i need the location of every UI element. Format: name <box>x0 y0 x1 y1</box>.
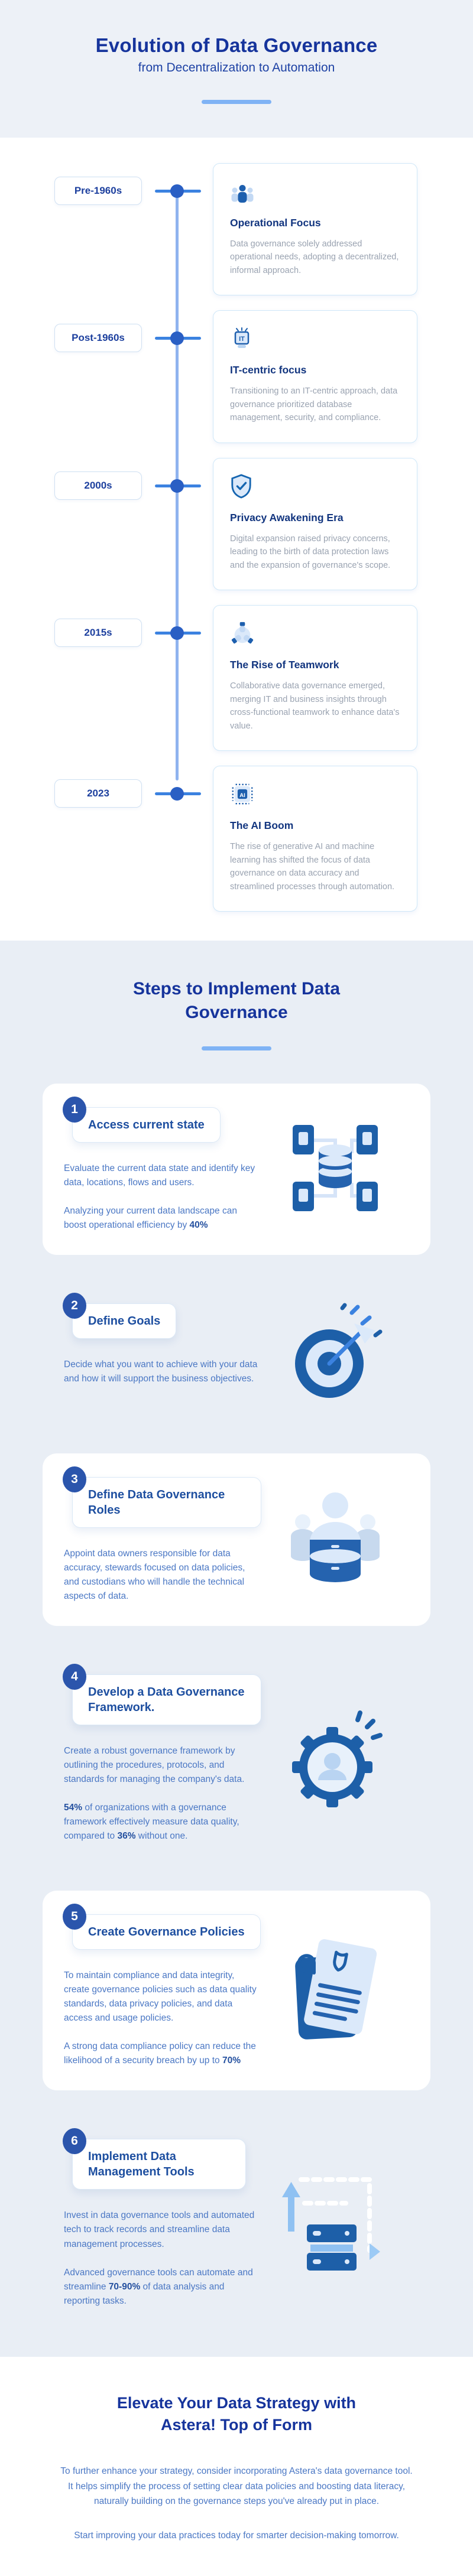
timeline-dot <box>170 331 184 345</box>
step-description <box>64 1162 261 1232</box>
step-stat: 54% <box>64 1803 83 1813</box>
timeline-card-description: Data governance solely addressed operational needs, adopting a decentralized, informal approach. <box>230 239 399 275</box>
timeline-period-label: 2023 <box>54 779 142 808</box>
step-text: Advanced governance tools can automate and streamline <box>64 2267 253 2292</box>
timeline-item <box>0 163 473 295</box>
it-board-icon <box>230 326 400 351</box>
footer-title <box>53 2392 420 2437</box>
step-stat: 70% <box>222 2055 241 2066</box>
step-number-badge: 4 <box>63 1664 86 1690</box>
step-paragraph <box>64 1204 261 1232</box>
svg-text:AI: AI <box>239 792 245 799</box>
step-text: of organizations with a governance framework effectively measure data quality, compared to <box>64 1803 239 1842</box>
gear-user-icon <box>261 1671 409 1843</box>
step-description <box>64 1744 261 1843</box>
timeline-card <box>213 605 417 751</box>
step-3 <box>43 1453 430 1626</box>
timeline-card-title: Privacy Awakening Era <box>230 511 344 523</box>
step-2 <box>43 1280 430 1429</box>
steps-section-title <box>0 977 473 1024</box>
policy-document-icon <box>261 1911 409 2068</box>
footer-paragraph: To further enhance your strategy, consider incorporating Astera's data governance tool. It helps simplify the process of setting clear data policies and boosting data literacy, naturally building on the governance steps you've already put in place. <box>60 2466 413 2507</box>
step-paragraph: Create a robust governance framework by outlining the procedures, protocols, and standards for managing the company's data. <box>64 1746 245 1785</box>
timeline-card-description: Collaborative data governance emerged, merging IT and business insights through cross-functional teamwork to enhance data's value. <box>230 681 400 731</box>
step-label: Create Governance Policies <box>72 1914 261 1950</box>
timeline-item <box>0 310 473 443</box>
step-label: Implement Data Management Tools <box>72 2139 246 2190</box>
step-paragraph: To maintain compliance and data integrity, create governance policies such as data quality standards, data privacy policies, and data access and usage policies. <box>64 1970 257 2024</box>
step-stat: 36% <box>117 1831 136 1842</box>
timeline-dot <box>170 787 184 801</box>
footer-title-line1: Elevate Your Data Strategy with <box>116 2393 357 2412</box>
timeline-period-label: 2000s <box>54 471 142 500</box>
timeline-dot <box>170 479 184 493</box>
step-paragraph: Invest in data governance tools and automated tech to track records and streamline data management processes. <box>64 2210 255 2249</box>
timeline-card <box>213 310 417 443</box>
data-stewards-icon <box>261 1474 409 1604</box>
step-paragraph <box>64 2266 261 2308</box>
timeline-card-description: Digital expansion raised privacy concerns, leading to the birth of data protection laws and the expansion of governance's scope. <box>230 534 391 570</box>
timeline-card-description: The rise of generative AI and machine learning has shifted the focus of data governance on data accuracy and streamlined processes through automation. <box>230 842 395 892</box>
timeline-period-label: Pre-1960s <box>54 177 142 205</box>
data-tools-icon <box>261 2135 409 2308</box>
timeline-card <box>213 163 417 295</box>
database-network-icon <box>261 1104 409 1232</box>
step-paragraph <box>64 2040 261 2068</box>
page-title: Evolution of Data Governance <box>95 34 378 56</box>
step-4 <box>43 1651 430 1866</box>
timeline-card <box>213 766 417 912</box>
step-paragraph <box>64 1801 261 1843</box>
timeline-card-title: The AI Boom <box>230 819 294 832</box>
timeline-item <box>0 766 473 912</box>
step-description <box>64 1969 261 2068</box>
step-description <box>64 2209 261 2308</box>
step-5 <box>43 1891 430 2090</box>
footer-title-line2: Astera! Top of Form <box>161 2416 312 2434</box>
step-paragraph: Appoint data owners responsible for data accuracy, stewards focused on data policies, and custodians who will handle the technical aspects of data. <box>64 1549 245 1602</box>
timeline-card-title: Operational Focus <box>230 217 321 229</box>
step-label: Develop a Data Governance Framework. <box>72 1674 261 1725</box>
step-description <box>64 1547 261 1604</box>
teamwork-hands-icon <box>230 621 400 646</box>
step-text: A strong data compliance policy can reduce the likelihood of a security breach by up to <box>64 2041 256 2066</box>
steps-title-line2: Governance <box>185 1002 288 1022</box>
step-label: Access current state <box>72 1107 221 1143</box>
timeline-dot <box>170 626 184 640</box>
step-text: without one. <box>135 1831 188 1842</box>
footer-body <box>59 2464 414 2543</box>
accent-bar <box>202 1046 271 1050</box>
header-section <box>0 0 473 138</box>
timeline-item <box>0 458 473 590</box>
step-number-badge: 2 <box>63 1293 86 1319</box>
step-text: Analyzing your current data landscape can boost operational efficiency by <box>64 1206 237 1231</box>
step-1 <box>43 1084 430 1255</box>
timeline-period-label: 2015s <box>54 619 142 647</box>
timeline-card-title: IT-centric focus <box>230 364 307 376</box>
timeline-section <box>0 138 473 941</box>
target-dart-icon <box>261 1300 409 1406</box>
timeline-card <box>213 458 417 590</box>
steps-title-line1: Steps to Implement Data <box>132 978 341 998</box>
timeline-period-label: Post-1960s <box>54 324 142 352</box>
step-6 <box>43 2115 430 2330</box>
step-number-badge: 1 <box>63 1097 86 1123</box>
step-paragraph: Evaluate the current data state and identify key data, locations, flows and users. <box>64 1163 255 1188</box>
people-group-icon <box>230 179 400 204</box>
steps-section <box>0 941 473 2357</box>
svg-text:IT: IT <box>239 336 245 343</box>
timeline-card-title: The Rise of Teamwork <box>230 659 339 671</box>
step-number-badge: 5 <box>63 1904 86 1930</box>
timeline-item <box>0 605 473 751</box>
step-label: Define Goals <box>72 1303 176 1339</box>
step-text: of data analysis and reporting tasks. <box>64 2281 225 2306</box>
timeline-dot <box>170 184 184 198</box>
footer-paragraph: Start improving your data practices today for smarter decision-making tomorrow. <box>74 2530 399 2541</box>
shield-check-icon <box>230 474 400 499</box>
accent-bar <box>202 100 271 104</box>
step-description <box>64 1358 261 1386</box>
step-number-badge: 6 <box>63 2128 86 2154</box>
page-subtitle: from Decentralization to Automation <box>138 61 335 74</box>
step-number-badge: 3 <box>63 1466 86 1492</box>
ai-chip-icon <box>230 782 400 806</box>
footer-section <box>0 2357 473 2576</box>
step-stat: 70-90% <box>108 2281 141 2292</box>
step-paragraph: Decide what you want to achieve with your data and how it will support the business objectives. <box>64 1359 258 1384</box>
step-label: Define Data Governance Roles <box>72 1477 261 1528</box>
step-stat: 40% <box>189 1220 208 1231</box>
timeline-card-description: Transitioning to an IT-centric approach, data governance prioritized database management, security, and compliance. <box>230 386 398 423</box>
